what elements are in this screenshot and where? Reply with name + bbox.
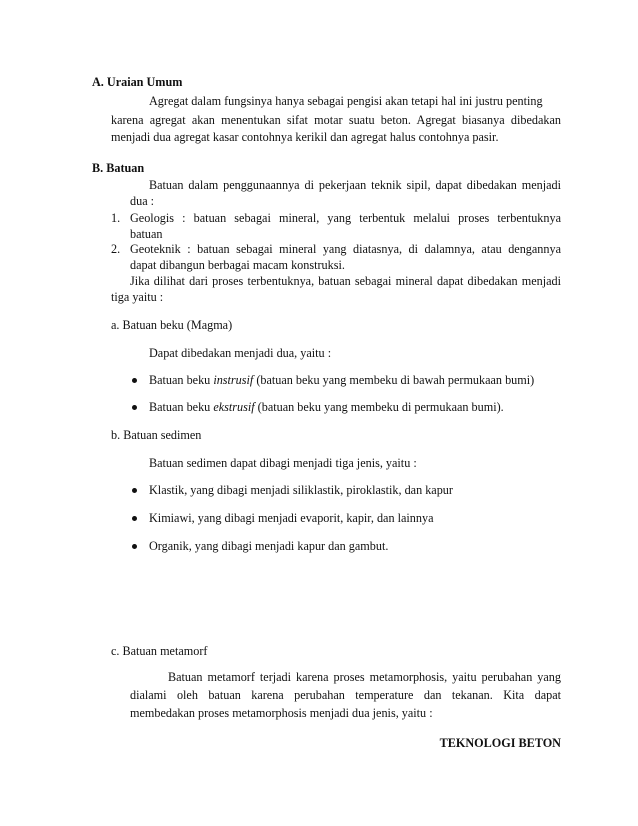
sub-a-desc: Dapat dibedakan menjadi dua, yaitu : (149, 346, 332, 360)
sub-b-label: b. Batuan sedimen (111, 428, 202, 442)
sub-b-desc: Batuan sedimen dapat dibagi menjadi tiga jenis, yaitu : (149, 456, 417, 470)
section-b-intro-2: dua : (130, 194, 155, 208)
bullet-icon (132, 516, 137, 521)
bullet-icon (132, 405, 137, 410)
section-a-heading: A. Uraian Umum (92, 75, 183, 89)
bullet-icon (132, 488, 137, 493)
process-line-1: Jika dilihat dari proses terbentuknya, batuan sebagai mineral dapat dibedakan menjadi (130, 274, 561, 288)
item-2-line-2: dapat dibangun berbagai macam konstruksi. (130, 258, 345, 272)
section-b-heading: B. Batuan (92, 161, 145, 175)
sub-b-bullet-1: Klastik, yang dibagi menjadi siliklastik, piroklastik, dan kapur (149, 483, 453, 497)
section-a-line-1: Agregat dalam fungsinya hanya sebagai pengisi akan tetapi hal ini justru penting (149, 94, 543, 108)
bullet-icon (132, 544, 137, 549)
item-1-number: 1. (111, 211, 121, 225)
item-1-line-1: Geologis : batuan sebagai mineral, yang terbentuk melalui proses terbentuknya (130, 211, 561, 225)
footer-title: TEKNOLOGI BETON (439, 736, 561, 750)
item-2-line-1: Geoteknik : batuan sebagai mineral yang diatasnya, di dalamnya, atau dengannya (130, 242, 561, 256)
sub-c-label: c. Batuan metamorf (111, 644, 208, 658)
bullet-icon (132, 378, 137, 383)
item-2-number: 2. (111, 242, 121, 256)
sub-c-line-3: membedakan proses metamorphosis menjadi dua jenis, yaitu : (130, 706, 433, 720)
item-1-line-2: batuan (130, 227, 163, 241)
process-line-2: tiga yaitu : (111, 290, 164, 304)
section-a-line-2: karena agregat akan menentukan sifat motar suatu beton. Agregat biasanya dibedakan (111, 113, 561, 127)
sub-b-bullet-3: Organik, yang dibagi menjadi kapur dan gambut. (149, 539, 389, 553)
sub-b-bullet-2: Kimiawi, yang dibagi menjadi evaporit, kapir, dan lainnya (149, 511, 434, 525)
sub-c-line-1: Batuan metamorf terjadi karena proses metamorphosis, yaitu perubahan yang (168, 670, 561, 684)
sub-a-bullet-2: Batuan beku ekstrusif (batuan beku yang membeku di permukaan bumi). (149, 400, 504, 414)
sub-a-label: a. Batuan beku (Magma) (111, 318, 233, 332)
section-b-intro-1: Batuan dalam penggunaannya di pekerjaan teknik sipil, dapat dibedakan menjadi (149, 178, 561, 192)
sub-a-bullet-1: Batuan beku instrusif (batuan beku yang membeku di bawah permukaan bumi) (149, 373, 535, 387)
section-a-line-3: menjadi dua agregat kasar contohnya kerikil dan agregat halus contohnya pasir. (111, 130, 499, 144)
sub-c-line-2: dialami oleh batuan karena perubahan temperature dan tekanan. Kita dapat (130, 688, 561, 702)
